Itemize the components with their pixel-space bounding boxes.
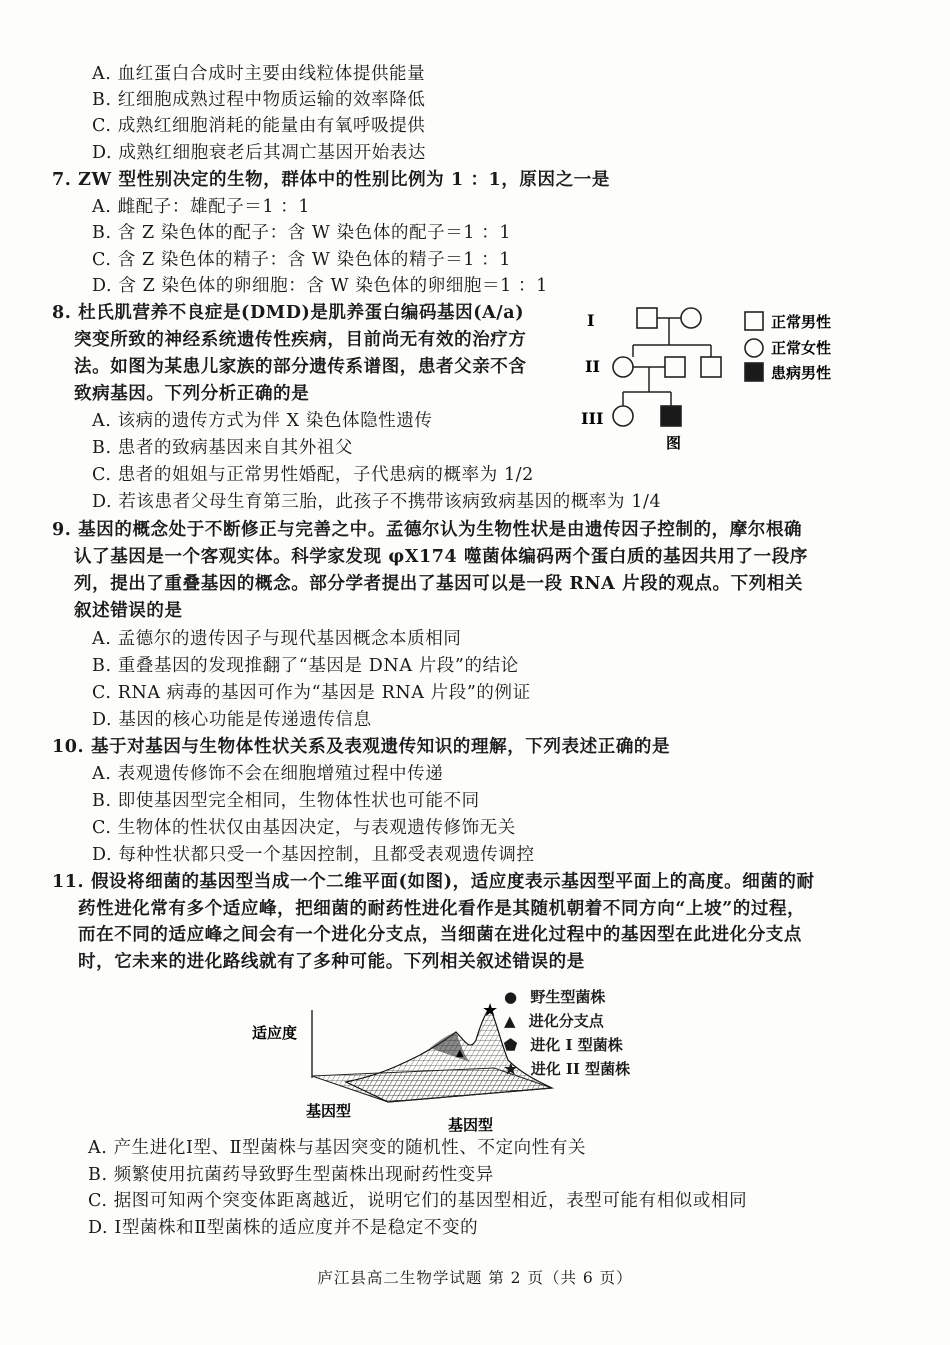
x-axis-label-left: 基因型	[306, 1102, 352, 1120]
gen2-female	[613, 357, 633, 377]
q8-option-a: A. 该病的遗传方式为伴 X 染色体隐性遗传	[92, 411, 433, 431]
gen-label-2: II	[585, 357, 600, 376]
q7-stem: 7. ZW 型性别决定的生物，群体中的性别比例为 1 ：1，原因之一是	[52, 170, 610, 190]
q6-option-d: D. 成熟红细胞衰老后其凋亡基因开始表达	[92, 143, 427, 163]
q6-option-a: A. 血红蛋白合成时主要由线粒体提供能量	[92, 64, 426, 84]
q8-option-d: D. 若该患者父母生育第三胎，此孩子不携带该病致病基因的概率为 1/4	[92, 492, 662, 512]
pedigree-caption: 图	[666, 434, 682, 452]
branch-point-marker: ▲	[456, 1048, 464, 1059]
q8-stem-line-2: 突变所致的神经系统遗传性疾病，目前尚无有效的治疗方	[74, 330, 527, 350]
y-axis-label: 适应度	[252, 1024, 298, 1042]
pedigree-chart	[575, 300, 875, 460]
gen-label-3: III	[581, 409, 604, 428]
q11-option-c: C. 据图可知两个突变体距离越近，说明它们的基因型相近，表型可能有相似或相同	[88, 1191, 748, 1211]
q9-option-d: D. 基因的核心功能是传递遗传信息	[92, 710, 372, 730]
legend-normal-male-icon	[745, 312, 763, 330]
legend-branch-point: ▲ 进化分支点	[504, 1012, 604, 1030]
q11-stem-line-3: 而在不同的适应峰之间会有一个进化分支点，当细菌在进化过程中的基因型在此进化分支点	[78, 925, 802, 945]
q11-stem-line-1: 11. 假设将细菌的基因型当成一个二维平面(如图)，适应度表示基因型平面上的高度。细菌的耐	[52, 872, 815, 892]
legend-wild-type: ● 野生型菌株	[504, 988, 606, 1006]
q10-stem: 10. 基于对基因与生物体性状关系及表观遗传知识的理解，下列表述正确的是	[52, 737, 671, 757]
gen3-female-sister	[613, 406, 633, 426]
type-i-icon: ⬟	[504, 1036, 518, 1054]
q9-stem-line-1: 9. 基因的概念处于不断修正与完善之中。孟德尔认为生物性状是由遗传因子控制的，摩尔根确	[52, 520, 803, 540]
q9-stem-line-2: 认了基因是一个客观实体。科学家发现 φX174 噬菌体编码两个蛋白质的基因共用了一段序	[74, 547, 808, 567]
q9-stem-line-4: 叙述错误的是	[74, 601, 183, 621]
x-axis-label-right: 基因型	[448, 1116, 494, 1134]
q6-option-c: C. 成熟红细胞消耗的能量由有氧呼吸提供	[92, 116, 426, 136]
type-ii-icon: ★	[504, 1060, 518, 1078]
q7-option-c: C. 含 Z 染色体的精子：含 W 染色体的精子＝1 ：1	[92, 250, 512, 270]
legend-affected-male: 患病男性	[771, 364, 832, 382]
q8-stem-line-1: 8. 杜氏肌营养不良症是(DMD)是肌养蛋白编码基因(A/a)	[52, 303, 525, 323]
q9-stem-line-3: 列，提出了重叠基因的概念。部分学者提出了基因可以是一段 RNA 片段的观点。下列相关	[74, 574, 803, 594]
legend-normal-female: 正常女性	[771, 339, 832, 357]
gen1-female	[681, 308, 701, 328]
legend-type-ii: ★ 进化 II 型菌株	[504, 1060, 631, 1078]
q11-option-d: D. Ⅰ型菌株和Ⅱ型菌株的适应度并不是稳定不变的	[88, 1218, 479, 1238]
branch-point-icon: ▲	[504, 1012, 516, 1030]
q6-option-b: B. 红细胞成熟过程中物质运输的效率降低	[92, 90, 426, 110]
q11-stem-line-4: 时，它未来的进化路线就有了多种可能。下列相关叙述错误的是	[78, 952, 585, 972]
q10-option-a: A. 表观遗传修饰不会在细胞增殖过程中传递	[92, 764, 444, 784]
gen-label-1: I	[587, 311, 595, 330]
legend-normal-female-icon	[745, 339, 763, 357]
page-footer: 庐江县高二生物学试题 第 2 页（共 6 页）	[317, 1269, 633, 1287]
wild-type-icon: ●	[504, 988, 518, 1006]
q10-option-b: B. 即使基因型完全相同，生物体性状也可能不同	[92, 791, 480, 811]
q10-option-c: C. 生物体的性状仅由基因决定，与表观遗传修饰无关	[92, 818, 516, 838]
gen1-male	[637, 308, 657, 328]
q7-option-b: B. 含 Z 染色体的配子：含 W 染色体的配子＝1 ：1	[92, 223, 512, 243]
legend-affected-male-icon	[745, 363, 763, 381]
fitness-landscape-figure	[250, 980, 670, 1134]
q11-option-a: A. 产生进化Ⅰ型、Ⅱ型菌株与基因突变的随机性、不定向性有关	[88, 1138, 587, 1158]
q8-option-c: C. 患者的姐姐与正常男性婚配，子代患病的概率为 1/2	[92, 465, 534, 485]
gen2-male-brother	[701, 357, 721, 377]
q7-option-d: D. 含 Z 染色体的卵细胞：含 W 染色体的卵细胞＝1 ：1	[92, 276, 548, 296]
q9-option-b: B. 重叠基因的发现推翻了“基因是 DNA 片段”的结论	[92, 656, 519, 676]
q9-option-a: A. 孟德尔的遗传因子与现代基因概念本质相同	[92, 629, 462, 649]
q11-option-b: B. 频繁使用抗菌药导致野生型菌株出现耐药性变异	[88, 1165, 494, 1185]
q9-option-c: C. RNA 病毒的基因可作为“基因是 RNA 片段”的例证	[92, 683, 531, 703]
q8-option-b: B. 患者的致病基因来自其外祖父	[92, 438, 354, 458]
q10-option-d: D. 每种性状都只受一个基因控制，且都受表观遗传调控	[92, 845, 535, 865]
q8-stem-line-3: 法。如图为某患儿家族的部分遗传系谱图，患者父亲不含	[74, 357, 527, 377]
q7-option-a: A. 雌配子：雄配子＝1 ：1	[92, 197, 311, 217]
gen2-male-spouse	[665, 357, 685, 377]
q8-stem-line-4: 致病基因。下列分析正确的是	[74, 384, 310, 404]
type-ii-star-marker: ★	[482, 1000, 499, 1021]
legend-type-i: ⬟ 进化 I 型菌株	[504, 1036, 623, 1054]
q11-stem-line-2: 药性进化常有多个适应峰，把细菌的耐药性进化看作是其随机朝着不同方向“上坡”的过程，	[78, 899, 806, 919]
gen3-affected-male	[661, 406, 681, 426]
legend-normal-male: 正常男性	[771, 313, 832, 331]
